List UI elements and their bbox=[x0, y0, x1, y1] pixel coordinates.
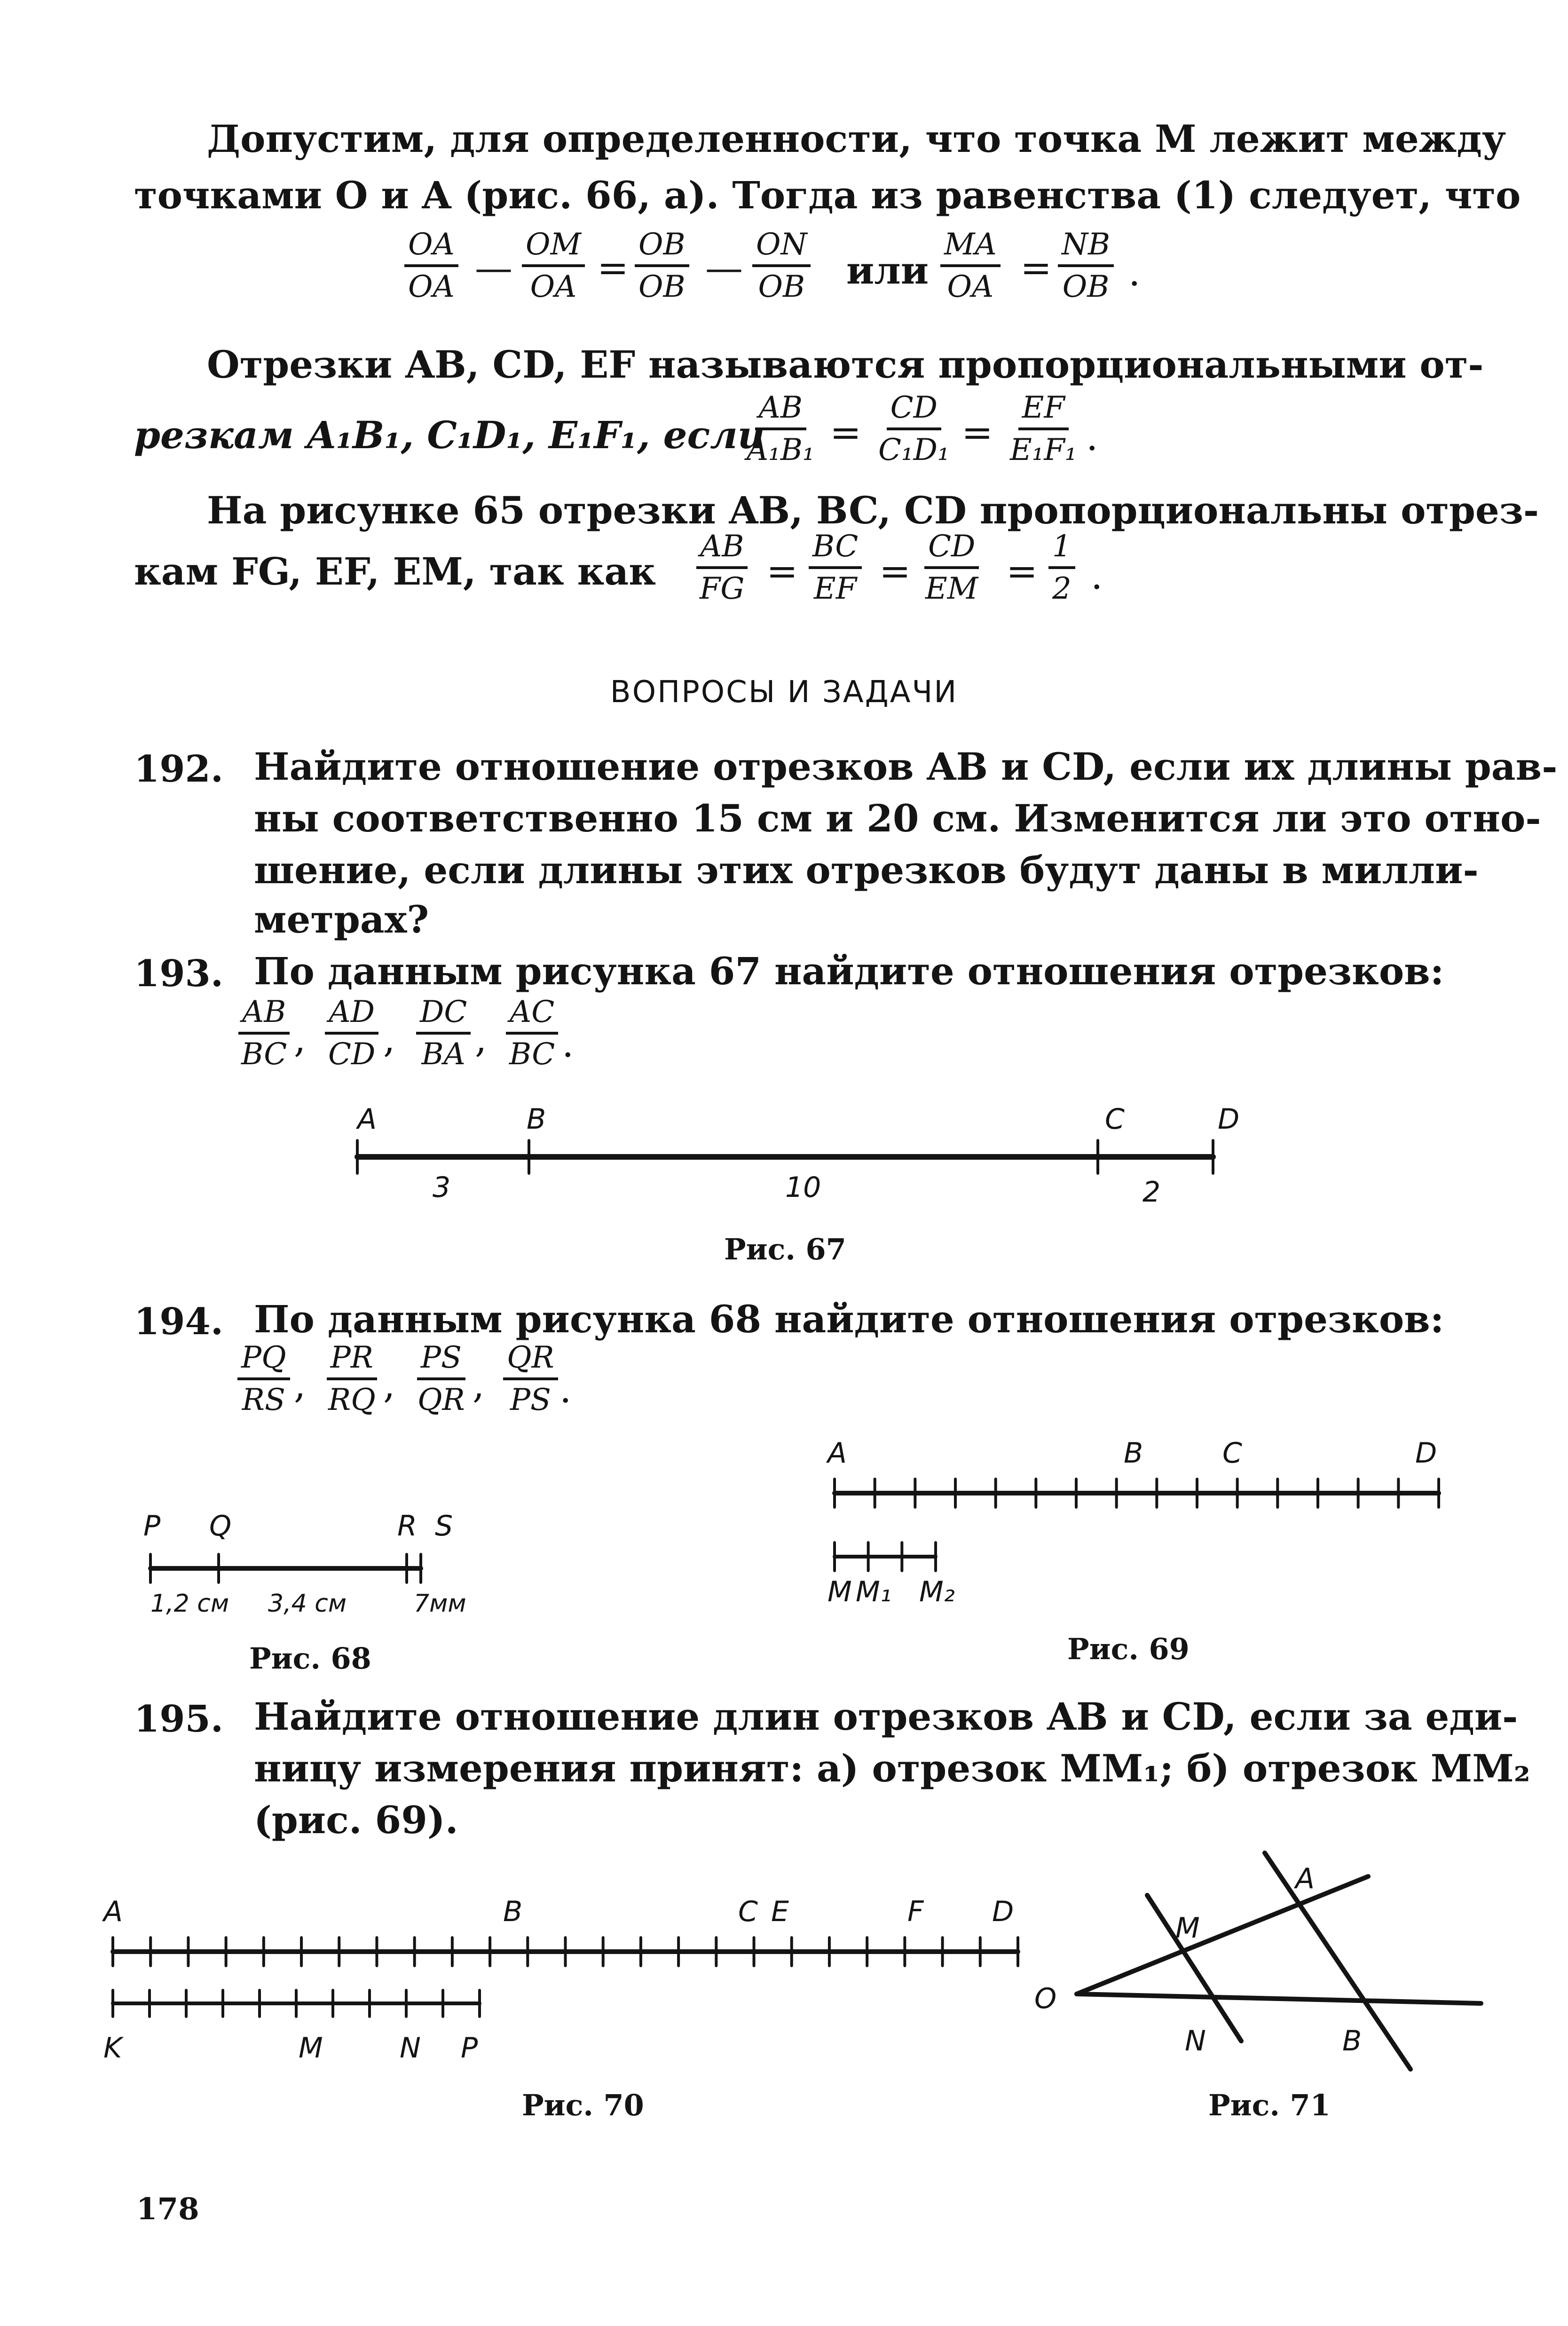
period: . bbox=[1128, 251, 1141, 294]
fig71-upper-line bbox=[1077, 1876, 1368, 1994]
problem-194-line-1: По данным рисунка 68 найдите отношения отрезков: bbox=[254, 1297, 1444, 1341]
fig70-point-c: C bbox=[738, 1895, 758, 1928]
problem-195-line-1: Найдите отношение длин отрезков AB и CD, если за еди- bbox=[254, 1694, 1518, 1739]
equals-sign: = bbox=[961, 411, 993, 454]
equals-sign: = bbox=[1020, 246, 1052, 290]
problem-193-fraction-3: $\frac{DC}{BA}$ bbox=[416, 997, 471, 1069]
period: . bbox=[1091, 554, 1103, 598]
example-line-2: кам FG, EF, EM, так как bbox=[134, 549, 656, 593]
intro-fraction-6: $\frac{NB}{OB}$ bbox=[1058, 229, 1114, 302]
problem-194-fraction-4: $\frac{QR}{PS}$ bbox=[503, 1343, 558, 1415]
fig67-point-c: C bbox=[1105, 1103, 1125, 1136]
intro-fraction-1: $\frac{OA}{OA}$ bbox=[404, 229, 458, 302]
minus-sign: — bbox=[475, 246, 512, 290]
problem-192-line-4: метрах? bbox=[254, 897, 429, 941]
fig68-length-rs: 7мм bbox=[414, 1590, 466, 1618]
fig70-point-k: K bbox=[103, 2032, 122, 2065]
fig70-point-p: P bbox=[461, 2032, 478, 2065]
definition-line-1: Отрезки AB, CD, EF называются пропорциональными от- bbox=[207, 342, 1484, 387]
intro-or-word: или bbox=[846, 248, 929, 293]
minus-sign: — bbox=[705, 246, 743, 290]
intro-fraction-4: $\frac{ON}{OB}$ bbox=[752, 229, 811, 302]
example-fraction-1: $\frac{AB}{FG}$ bbox=[696, 531, 749, 604]
problem-194-fraction-2: $\frac{PR}{RQ}$ bbox=[324, 1343, 379, 1415]
problem-195-line-3: (рис. 69). bbox=[254, 1798, 458, 1842]
fig71-point-b: B bbox=[1342, 2025, 1362, 2057]
equals-sign: = bbox=[597, 246, 629, 290]
example-fraction-2: $\frac{BC}{EF}$ bbox=[809, 531, 862, 604]
fig70-point-m: M bbox=[299, 2032, 323, 2065]
fig69-point-d: D bbox=[1415, 1437, 1437, 1470]
fig68-point-s: S bbox=[435, 1510, 453, 1543]
fig68-length-pq: 1,2 см bbox=[150, 1590, 229, 1618]
fig71-point-o: O bbox=[1034, 1982, 1057, 2015]
fig70-point-d: D bbox=[992, 1895, 1014, 1928]
fig70-point-b: B bbox=[503, 1895, 523, 1928]
fig69-label-m1: M₁ bbox=[856, 1575, 891, 1608]
page-number: 178 bbox=[136, 2192, 199, 2227]
intro-line-2: точками O и A (рис. 66, a). Тогда из равенства (1) следует, что bbox=[134, 173, 1521, 217]
problem-193-fraction-2: $\frac{AD}{CD}$ bbox=[324, 997, 379, 1069]
fig69-point-b: B bbox=[1124, 1437, 1143, 1470]
comma: , bbox=[475, 1017, 487, 1061]
equals-sign: = bbox=[1006, 549, 1038, 593]
equals-sign: = bbox=[879, 549, 911, 593]
problem-192-line-1: Найдите отношение отрезков AB и CD, если их длины рав- bbox=[254, 744, 1558, 789]
fig71-transversal-mn bbox=[1147, 1895, 1241, 2041]
definition-fraction-3: $\frac{EF}{\text{E₁F₁}}$ bbox=[1010, 390, 1077, 467]
fig71-point-m: M bbox=[1175, 1912, 1200, 1945]
example-fraction-3: $\frac{CD}{EM}$ bbox=[922, 531, 982, 604]
definition-fraction-1: $\frac{AB}{\text{A₁B₁}}$ bbox=[747, 390, 815, 467]
problem-194-fraction-1: $\frac{PQ}{RS}$ bbox=[237, 1343, 290, 1415]
problem-195-line-2: ницу измерения принят: а) отрезок MM₁; б) отрезок MM₂ bbox=[254, 1746, 1530, 1790]
problem-194-number: 194. bbox=[134, 1300, 223, 1343]
period: . bbox=[559, 1368, 572, 1411]
example-fraction-4: $\frac{1}{2}$ bbox=[1048, 531, 1075, 604]
definition-line-2: резкам A₁B₁, C₁D₁, E₁F₁, если bbox=[134, 413, 765, 457]
example-line-1: На рисунке 65 отрезки AB, BC, CD пропорциональны отрез- bbox=[207, 488, 1539, 532]
definition-fraction-2: $\frac{CD}{\text{C₁D₁}}$ bbox=[878, 390, 950, 467]
fig67-caption: Рис. 67 bbox=[724, 1232, 846, 1266]
fig71-point-a: A bbox=[1295, 1862, 1315, 1895]
fig71-point-n: N bbox=[1185, 2025, 1206, 2057]
fig70-point-e: E bbox=[771, 1895, 789, 1928]
problem-192-line-3: шение, если длины этих отрезков будут даны в милли- bbox=[254, 848, 1479, 892]
fig69-caption: Рис. 69 bbox=[1067, 1632, 1190, 1666]
comma: , bbox=[294, 1017, 306, 1061]
fig71-base-line bbox=[1077, 1994, 1481, 2003]
fig68-point-q: Q bbox=[209, 1510, 232, 1543]
fig69-point-c: C bbox=[1222, 1437, 1242, 1470]
fig70-point-f: F bbox=[907, 1895, 924, 1928]
fig70-point-n: N bbox=[400, 2032, 421, 2065]
period: . bbox=[562, 1022, 574, 1066]
comma: , bbox=[383, 1017, 395, 1061]
fig67-point-a: A bbox=[357, 1103, 377, 1136]
problem-192-line-2: ны соответственно 15 см и 20 см. Изменится ли это отно- bbox=[254, 796, 1541, 840]
equals-sign: = bbox=[766, 549, 798, 593]
intro-fraction-5: $\frac{MA}{OA}$ bbox=[940, 229, 1001, 302]
fig67-length-cd: 2 bbox=[1143, 1176, 1161, 1209]
problem-193-fraction-1: $\frac{AB}{BC}$ bbox=[237, 997, 291, 1069]
intro-line-1: Допустим, для определенности, что точка M лежит между bbox=[207, 117, 1506, 161]
fig69-point-a: A bbox=[827, 1437, 847, 1470]
fig69-label-m: M bbox=[827, 1575, 852, 1608]
fig67-length-bc: 10 bbox=[785, 1171, 821, 1204]
fig68-length-qr: 3,4 см bbox=[268, 1590, 347, 1618]
fig68-caption: Рис. 68 bbox=[249, 1641, 371, 1676]
problem-193-fraction-4: $\frac{AC}{BC}$ bbox=[505, 997, 559, 1069]
fig67-length-ab: 3 bbox=[433, 1171, 451, 1204]
period: . bbox=[1086, 415, 1098, 459]
section-heading: ВОПРОСЫ И ЗАДАЧИ bbox=[610, 675, 958, 710]
fig70-point-a: A bbox=[103, 1895, 123, 1928]
intro-fraction-3: $\frac{OB}{OB}$ bbox=[635, 229, 689, 302]
problem-193-line-1: По данным рисунка 67 найдите отношения отрезков: bbox=[254, 949, 1444, 993]
comma: , bbox=[383, 1363, 395, 1407]
fig68-point-p: P bbox=[143, 1510, 161, 1543]
equals-sign: = bbox=[830, 411, 862, 454]
fig71-caption: Рис. 71 bbox=[1208, 2088, 1331, 2122]
fig67-point-d: D bbox=[1218, 1103, 1240, 1136]
fig67-point-b: B bbox=[527, 1103, 546, 1136]
intro-fraction-2: $\frac{OM}{OA}$ bbox=[522, 229, 585, 302]
fig69-label-m2: M₂ bbox=[919, 1575, 955, 1608]
fig70-caption: Рис. 70 bbox=[522, 2088, 644, 2122]
problem-194-fraction-3: $\frac{PS}{QR}$ bbox=[418, 1340, 465, 1417]
comma: , bbox=[473, 1363, 485, 1407]
fig68-point-r: R bbox=[397, 1510, 417, 1543]
problem-195-number: 195. bbox=[134, 1698, 223, 1741]
comma: , bbox=[294, 1363, 306, 1407]
fig71-transversal-ab bbox=[1265, 1853, 1410, 2069]
problem-192-number: 192. bbox=[134, 748, 223, 791]
problem-193-number: 193. bbox=[134, 952, 223, 995]
